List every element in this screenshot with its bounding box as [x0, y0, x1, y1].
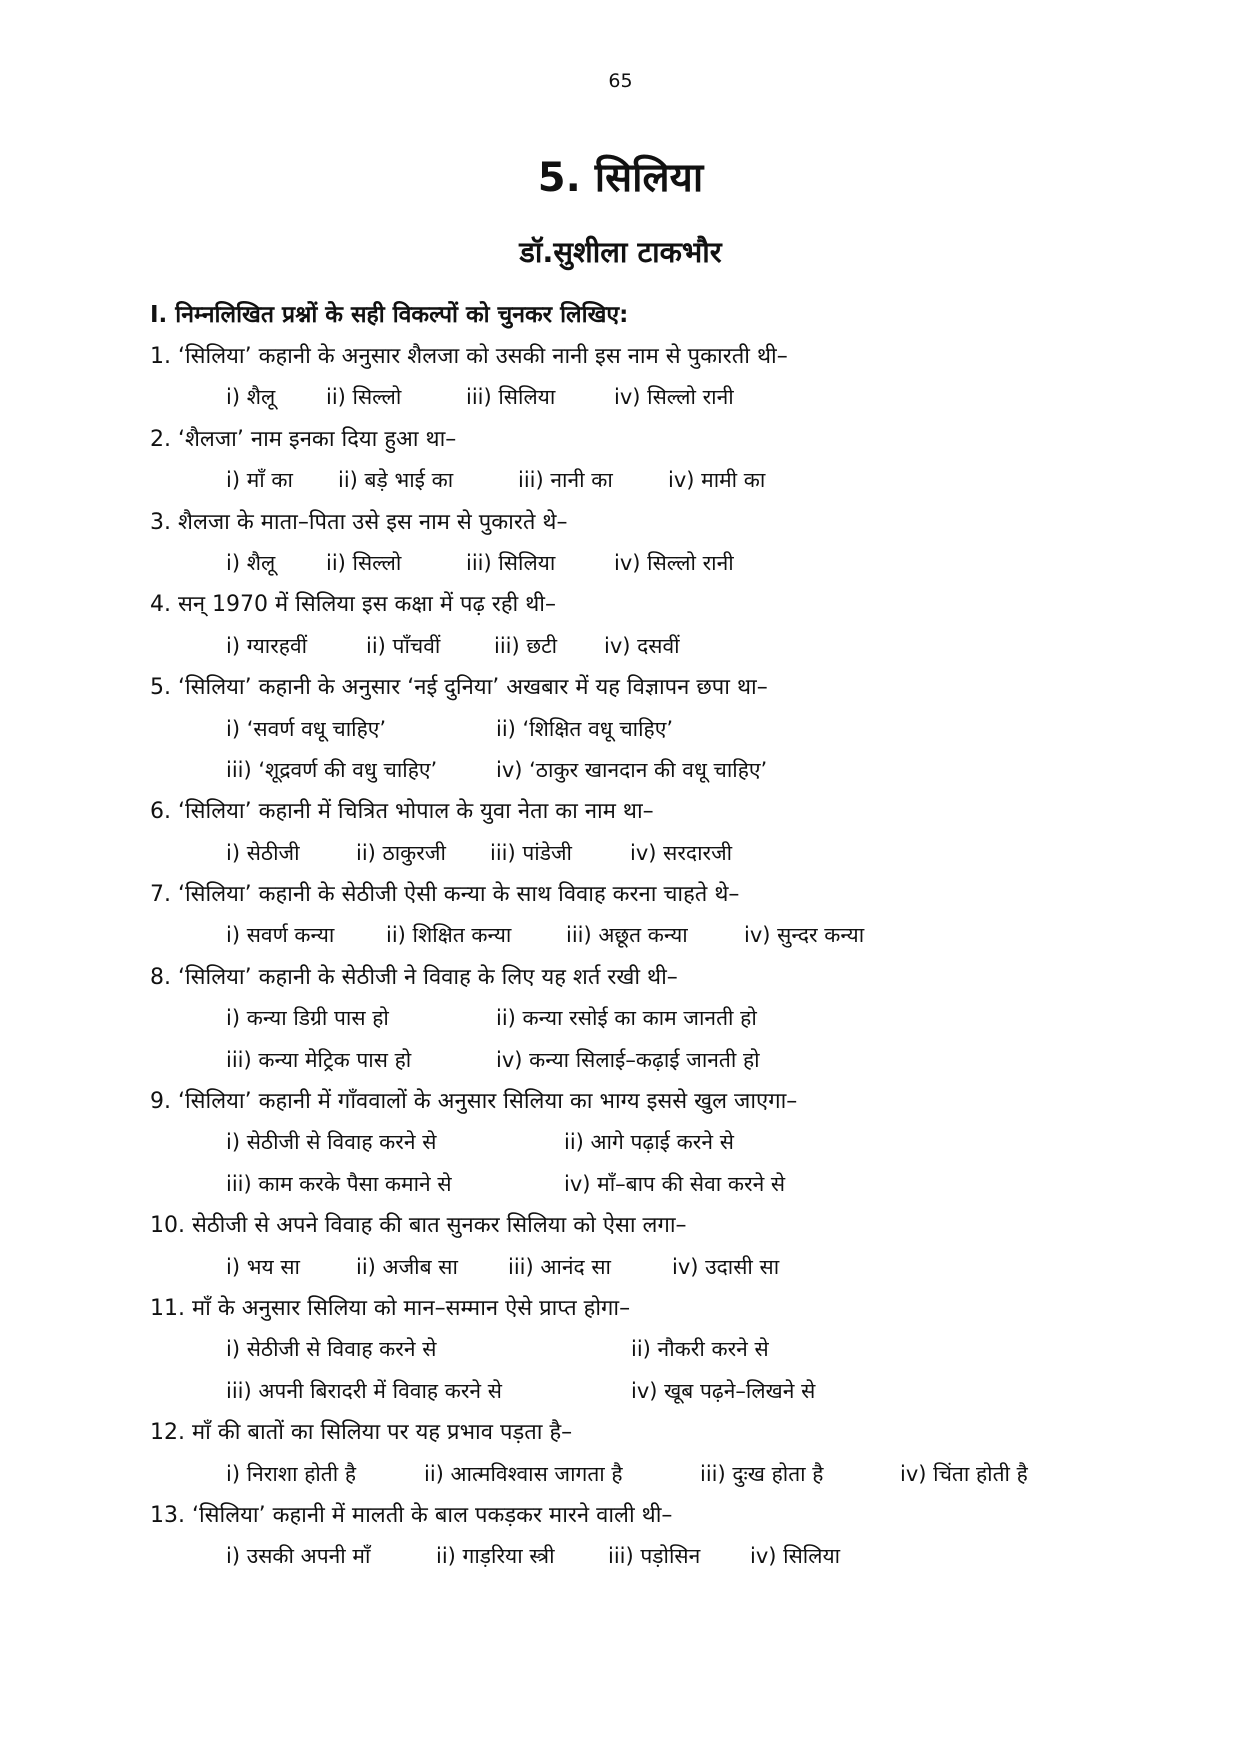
option-row	[150, 1454, 1210, 1495]
answer-option: ii) नौकरी करने से	[631, 1337, 769, 1362]
author-name: डॉ.सुशीला टाकभौर	[519, 235, 722, 269]
option-row	[150, 1122, 1210, 1163]
answer-option: ii) सिल्लो	[326, 385, 402, 410]
question-text: 3. शैलजा के माता–पिता उसे इस नाम से पुकारते थे–	[150, 509, 568, 535]
answer-option: iii) सिलिया	[466, 385, 556, 410]
answer-option: iii) ‘शूद्रवर्ण की वधु चाहिए’	[226, 757, 438, 782]
answer-option: i) ग्यारहवीं	[226, 633, 308, 658]
option-row	[150, 1164, 1210, 1205]
answer-option: iii) पड़ोसिन	[608, 1544, 701, 1569]
answer-option: i) शैलू	[226, 385, 276, 410]
questions-container	[150, 336, 1210, 1578]
answer-option: ii) बड़े भाई का	[338, 468, 454, 493]
question-text: 13. ‘सिलिया’ कहानी में मालती के बाल पकड़कर मारने वाली थी–	[150, 1502, 673, 1528]
page-number: 65	[608, 70, 633, 92]
option-row	[150, 915, 1210, 956]
option-row	[150, 1247, 1210, 1288]
answer-option: ii) सिल्लो	[326, 550, 402, 575]
answer-option: i) सेठीजी से विवाह करने से	[226, 1130, 437, 1155]
answer-option: iv) मामी का	[668, 468, 766, 493]
question-text: 10. सेठीजी से अपने विवाह की बात सुनकर सिलिया को ऐसा लगा–	[150, 1213, 687, 1239]
question-text: 2. ‘शैलजा’ नाम इनका दिया हुआ था–	[150, 426, 457, 452]
answer-option: iv) माँ–बाप की सेवा करने से	[564, 1171, 786, 1196]
answer-option: iv) कन्या सिलाई–कढ़ाई जानती हो	[496, 1047, 760, 1072]
chapter-title: 5. सिलिया	[537, 155, 704, 201]
option-row	[150, 1536, 1210, 1577]
answer-option: ii) कन्या रसोई का काम जानती हो	[496, 1006, 757, 1031]
option-row	[150, 1329, 1210, 1370]
option-row	[150, 626, 1210, 667]
answer-option: i) शैलू	[226, 550, 276, 575]
question-text: 7. ‘सिलिया’ कहानी के सेठीजी ऐसी कन्या के साथ विवाह करना चाहते थे–	[150, 882, 740, 908]
answer-option: ii) ‘शिक्षित वधू चाहिए’	[496, 716, 673, 741]
answer-option: iii) सिलिया	[466, 550, 556, 575]
answer-option: iv) ‘ठाकुर खानदान की वधू चाहिए’	[496, 757, 768, 782]
answer-option: i) माँ का	[226, 468, 293, 493]
question-text: 1. ‘सिलिया’ कहानी के अनुसार शैलजा को उसकी नानी इस नाम से पुकारती थी–	[150, 344, 788, 369]
answer-option: ii) शिक्षित कन्या	[386, 923, 512, 948]
answer-option: i) ‘सवर्ण वधू चाहिए’	[226, 716, 387, 741]
answer-option: i) निराशा होती है	[226, 1461, 357, 1486]
option-row	[150, 543, 1210, 584]
answer-option: iv) दसवीं	[604, 633, 680, 658]
answer-option: iii) आनंद सा	[508, 1254, 611, 1279]
question-text: 11. माँ के अनुसार सिलिया को मान–सम्मान ऐसे प्राप्त होगा–	[150, 1295, 631, 1321]
answer-option: ii) अजीब सा	[356, 1254, 458, 1279]
answer-option: i) सेठीजी से विवाह करने से	[226, 1337, 437, 1362]
question-list	[150, 294, 1210, 1578]
answer-option: iv) चिंता होती है	[900, 1461, 1028, 1486]
answer-option: ii) पाँचवीं	[366, 633, 441, 658]
answer-option: iii) छटी	[494, 633, 558, 658]
question-text: 4. सन् 1970 में सिलिया इस कक्षा में पढ़ रही थी–	[150, 592, 557, 618]
answer-option: ii) ठाकुरजी	[356, 840, 446, 865]
option-row	[150, 1371, 1210, 1412]
option-row	[150, 750, 1210, 791]
answer-option: iv) खूब पढ़ने–लिखने से	[631, 1378, 816, 1403]
answer-option: iii) काम करके पैसा कमाने से	[226, 1171, 452, 1196]
option-row	[150, 709, 1210, 750]
question-text: 5. ‘सिलिया’ कहानी के अनुसार ‘नई दुनिया’ अखबार में यह विज्ञापन छपा था–	[150, 675, 768, 701]
question-text: 8. ‘सिलिया’ कहानी के सेठीजी ने विवाह के लिए यह शर्त रखी थी–	[150, 964, 678, 990]
answer-option: iii) अछूत कन्या	[566, 923, 688, 948]
answer-option: iii) कन्या मेट्रिक पास हो	[226, 1047, 412, 1072]
option-row	[150, 377, 1210, 418]
question-text: 9. ‘सिलिया’ कहानी में गाँववालों के अनुसार सिलिया का भाग्य इससे खुल जाएगा–	[150, 1089, 798, 1115]
answer-option: iv) उदासी सा	[672, 1254, 780, 1279]
answer-option: iii) नानी का	[518, 468, 613, 493]
answer-option: i) उसकी अपनी माँ	[226, 1544, 371, 1569]
option-row	[150, 1040, 1210, 1081]
option-row	[150, 833, 1210, 874]
answer-option: ii) आगे पढ़ाई करने से	[564, 1130, 734, 1155]
answer-option: iii) पांडेजी	[490, 840, 572, 865]
answer-option: iv) सुन्दर कन्या	[744, 923, 865, 948]
answer-option: i) सेठीजी	[226, 840, 300, 865]
question-text: 12. माँ की बातों का सिलिया पर यह प्रभाव पड़ता है–	[150, 1420, 573, 1446]
answer-option: ii) गाड़रिया स्त्री	[436, 1544, 555, 1569]
section-heading: I. निम्नलिखित प्रश्नों के सही विकल्पों को चुनकर लिखिए:	[150, 302, 629, 328]
answer-option: iii) अपनी बिरादरी में विवाह करने से	[226, 1378, 502, 1403]
answer-option: ii) आत्मविश्वास जागता है	[424, 1461, 623, 1486]
answer-option: i) कन्या डिग्री पास हो	[226, 1006, 389, 1031]
question-text: 6. ‘सिलिया’ कहानी में चित्रित भोपाल के युवा नेता का नाम था–	[150, 799, 654, 825]
answer-option: iv) सिल्लो रानी	[614, 385, 734, 410]
answer-option: iv) सिलिया	[750, 1544, 841, 1569]
answer-option: iv) सरदारजी	[630, 840, 733, 865]
answer-option: iv) सिल्लो रानी	[614, 550, 734, 575]
option-row	[150, 460, 1210, 501]
answer-option: iii) दुःख होता है	[700, 1461, 824, 1486]
answer-option: i) भय सा	[226, 1254, 300, 1279]
answer-option: i) सवर्ण कन्या	[226, 923, 335, 948]
option-row	[150, 998, 1210, 1039]
